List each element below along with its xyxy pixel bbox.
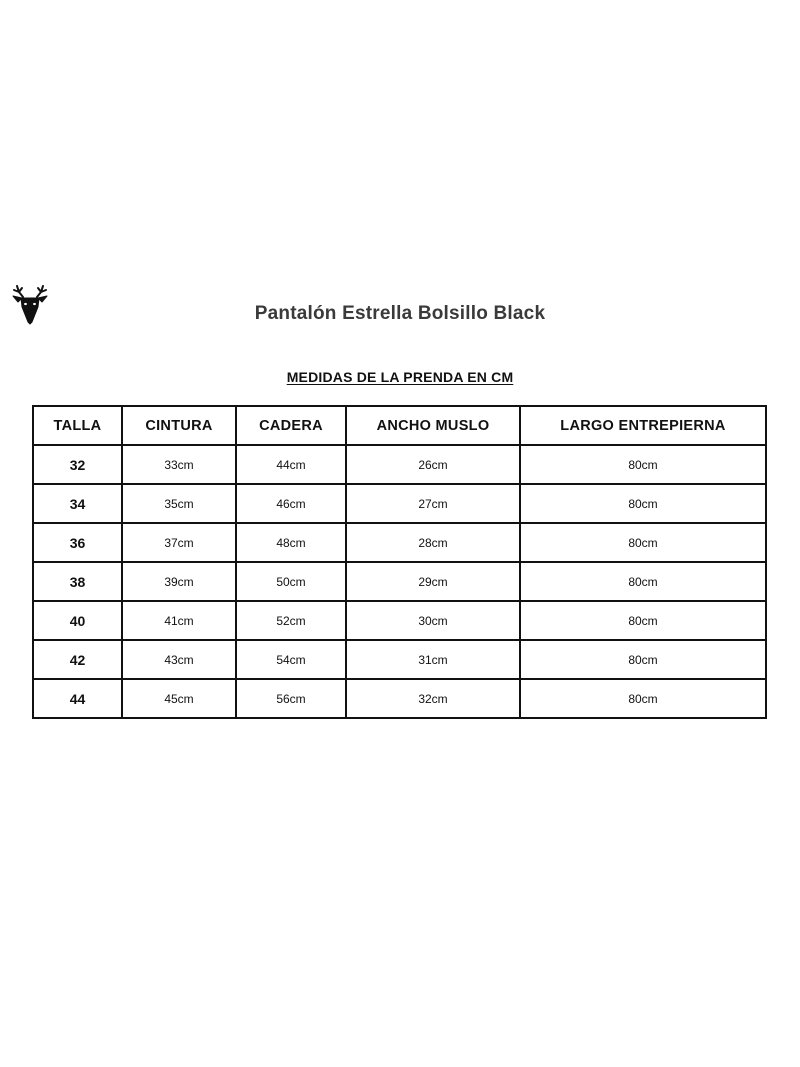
cell-largo-entrepierna: 80cm xyxy=(520,484,766,523)
cell-ancho-muslo: 31cm xyxy=(346,640,520,679)
section-subtitle: MEDIDAS DE LA PRENDA EN CM xyxy=(286,369,514,385)
cell-cintura: 41cm xyxy=(122,601,236,640)
cell-cadera: 44cm xyxy=(236,445,346,484)
cell-talla: 40 xyxy=(33,601,122,640)
cell-largo-entrepierna: 80cm xyxy=(520,601,766,640)
table-header-row xyxy=(33,406,766,445)
cell-talla: 32 xyxy=(33,445,122,484)
cell-talla: 42 xyxy=(33,640,122,679)
cell-ancho-muslo: 29cm xyxy=(346,562,520,601)
table-row xyxy=(33,523,766,562)
table-row xyxy=(33,484,766,523)
cell-cadera: 52cm xyxy=(236,601,346,640)
table-row xyxy=(33,562,766,601)
cell-cintura: 39cm xyxy=(122,562,236,601)
cell-largo-entrepierna: 80cm xyxy=(520,640,766,679)
size-chart-table xyxy=(32,405,767,719)
table-row xyxy=(33,640,766,679)
cell-cintura: 45cm xyxy=(122,679,236,718)
cell-ancho-muslo: 27cm xyxy=(346,484,520,523)
header-ancho-muslo: ANCHO MUSLO xyxy=(346,406,520,445)
cell-ancho-muslo: 30cm xyxy=(346,601,520,640)
cell-talla: 34 xyxy=(33,484,122,523)
cell-ancho-muslo: 32cm xyxy=(346,679,520,718)
page-title: Pantalón Estrella Bolsillo Black xyxy=(254,303,546,324)
cell-cadera: 48cm xyxy=(236,523,346,562)
cell-cintura: 37cm xyxy=(122,523,236,562)
header-largo-entrepierna: LARGO ENTREPIERNA xyxy=(520,406,766,445)
cell-ancho-muslo: 26cm xyxy=(346,445,520,484)
cell-largo-entrepierna: 80cm xyxy=(520,523,766,562)
table-row xyxy=(33,679,766,718)
cell-talla: 44 xyxy=(33,679,122,718)
cell-largo-entrepierna: 80cm xyxy=(520,562,766,601)
header-cadera: CADERA xyxy=(236,406,346,445)
cell-largo-entrepierna: 80cm xyxy=(520,679,766,718)
cell-cadera: 46cm xyxy=(236,484,346,523)
table-row xyxy=(33,601,766,640)
cell-cadera: 56cm xyxy=(236,679,346,718)
cell-talla: 36 xyxy=(33,523,122,562)
table-row xyxy=(33,445,766,484)
header-cintura: CINTURA xyxy=(122,406,236,445)
cell-cadera: 50cm xyxy=(236,562,346,601)
cell-ancho-muslo: 28cm xyxy=(346,523,520,562)
cell-cintura: 33cm xyxy=(122,445,236,484)
cell-talla: 38 xyxy=(33,562,122,601)
cell-cadera: 54cm xyxy=(236,640,346,679)
cell-cintura: 43cm xyxy=(122,640,236,679)
header-talla: TALLA xyxy=(33,406,122,445)
cell-largo-entrepierna: 80cm xyxy=(520,445,766,484)
cell-cintura: 35cm xyxy=(122,484,236,523)
